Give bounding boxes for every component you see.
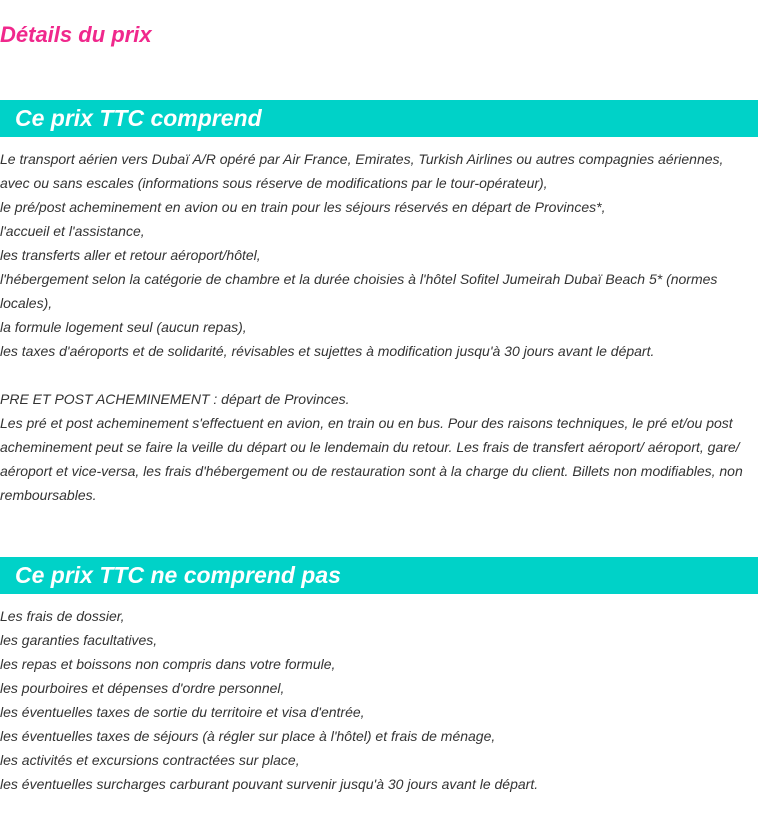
pre-post-text-line: acheminement peut se faire la veille du départ ou le lendemain du retour. Les frais de transfert aéroport/ aéroport, gare/ [0, 439, 740, 455]
included-item: l'accueil et l'assistance, [0, 223, 145, 239]
excluded-item: les éventuelles taxes de sortie du territoire et visa d'entrée, [0, 704, 365, 720]
included-item: la formule logement seul (aucun repas), [0, 319, 247, 335]
included-heading: Ce prix TTC comprend [15, 105, 262, 131]
excluded-item: les garanties facultatives, [0, 632, 158, 648]
included-item: Le transport aérien vers Dubaï A/R opéré par Air France, Emirates, Turkish Airlines ou autres compagnies aériennes, [0, 151, 724, 167]
included-section-body [0, 147, 758, 507]
excluded-item: les éventuelles taxes de séjours (à régler sur place à l'hôtel) et frais de ménage, [0, 728, 496, 744]
excluded-item: les activités et excursions contractées sur place, [0, 752, 300, 768]
included-item: avec ou sans escales (informations sous réserve de modifications par le tour-opérateur), [0, 175, 548, 191]
excluded-section-header [0, 557, 758, 594]
included-item: le pré/post acheminement en avion ou en train pour les séjours réservés en départ de Provinces*, [0, 199, 606, 215]
included-section-header [0, 100, 758, 137]
excluded-heading: Ce prix TTC ne comprend pas [15, 562, 341, 588]
page-title: Détails du prix [0, 22, 152, 47]
excluded-item: Les frais de dossier, [0, 608, 125, 624]
excluded-item: les éventuelles surcharges carburant pouvant survenir jusqu'à 30 jours avant le départ. [0, 776, 539, 792]
pre-post-heading: PRE ET POST ACHEMINEMENT : départ de Provinces. [0, 391, 350, 407]
pre-post-text-line: remboursables. [0, 487, 97, 503]
excluded-section-body [0, 604, 758, 796]
included-item: les taxes d'aéroports et de solidarité, révisables et sujettes à modification jusqu'à 30 jours avant le départ. [0, 343, 655, 359]
included-item: locales), [0, 295, 53, 311]
included-item: les transferts aller et retour aéroport/hôtel, [0, 247, 261, 263]
included-item: l'hébergement selon la catégorie de chambre et la durée choisies à l'hôtel Sofitel Jumeirah Dubaï Beach 5* (normes [0, 271, 718, 287]
pre-post-text-line: aéroport et vice-versa, les frais d'hébergement ou de restauration sont à la charge du client. Billets non modifiables, non [0, 463, 743, 479]
paragraph-gap [0, 363, 758, 387]
excluded-item: les repas et boissons non compris dans votre formule, [0, 656, 336, 672]
pre-post-text-line: Les pré et post acheminement s'effectuent en avion, en train ou en bus. Pour des raisons techniques, le pré et/ou post [0, 415, 733, 431]
excluded-item: les pourboires et dépenses d'ordre personnel, [0, 680, 285, 696]
